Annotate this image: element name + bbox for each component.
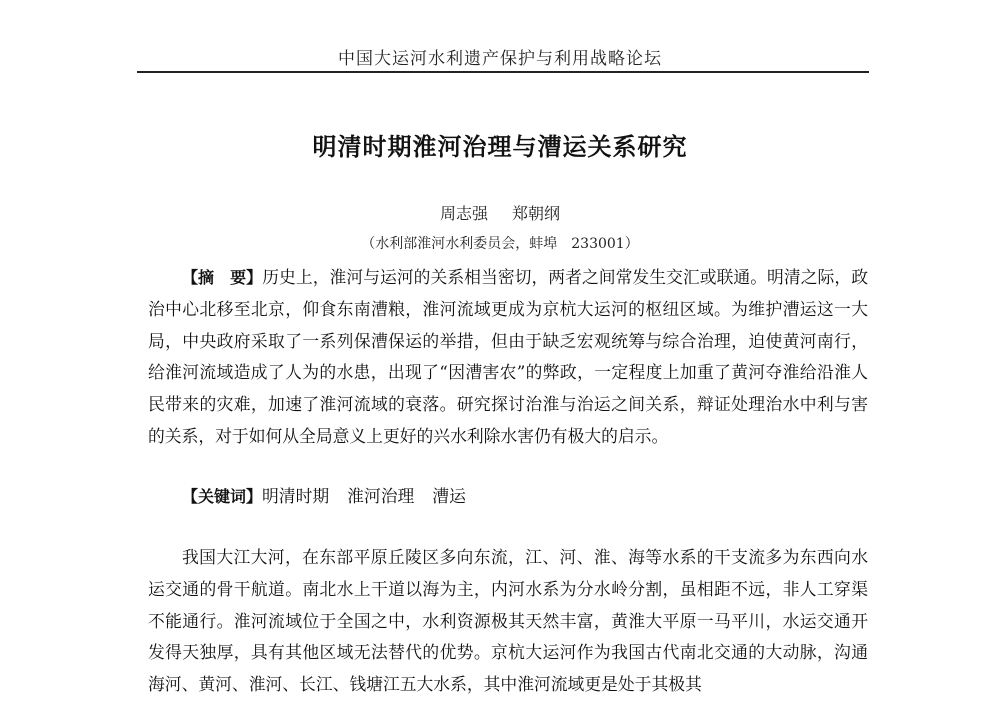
author-name: 郑朝纲 — [512, 204, 561, 223]
abstract-text: 历史上，淮河与运河的关系相当密切，两者之间常发生交汇或联通。明清之际，政治中心北移至北京，仰食东南漕粮，淮河流域更成为京杭大运河的枢纽区域。为维护漕运这一大局，中央政府采取了一系列保漕保运的举措，但由于缺乏宏观统筹与综合治理，迫使黄河南行，给淮河流域造成了人为的水患，出现了“因漕害农”的弊政，一定程度上加重了黄河夺淮给沿淮人民带来的灾难，加速了淮河流域的衰落。研究探讨治淮与治运之间关系，辩证处理治水中利与害的关系，对于如何从全局意义上更好的兴水利除水害仍有极大的启示。 — [148, 267, 868, 446]
keyword: 明清时期 — [262, 486, 330, 506]
keyword: 漕运 — [432, 486, 466, 506]
abstract — [148, 262, 868, 453]
abstract-label: 【摘 要】 — [182, 268, 263, 287]
body-paragraph: 我国大江大河，在东部平原丘陵区多向东流，江、河、淮、海等水系的干支流多为东西向水运交通的骨干航道。南北水上干道以海为主，内河水系为分水岭分割，虽相距不远，非人工穿渠不能通行。淮河流域位于全国之中，水利资源极其天然丰富，黄淮大平原一马平川，水运交通开发得天独厚，具有其他区域无法替代的优势。京杭大运河作为我国古代南北交通的大动脉，沟通海河、黄河、淮河、长江、钱塘江五大水系，其中淮河流域更是处于其极其 — [148, 547, 868, 695]
header-rule — [137, 71, 869, 73]
running-header: 中国大运河水利遗产保护与利用战略论坛 — [338, 49, 662, 69]
author-list — [0, 201, 1000, 224]
keywords-label: 【关键词】 — [182, 487, 263, 506]
author-name: 周志强 — [439, 204, 488, 223]
paper-title: 明清时期淮河治理与漕运关系研究 — [312, 133, 688, 161]
keywords — [182, 483, 872, 507]
affiliation: （水利部淮河水利委员会，蚌埠 233001） — [361, 236, 639, 252]
keyword: 淮河治理 — [347, 486, 415, 506]
